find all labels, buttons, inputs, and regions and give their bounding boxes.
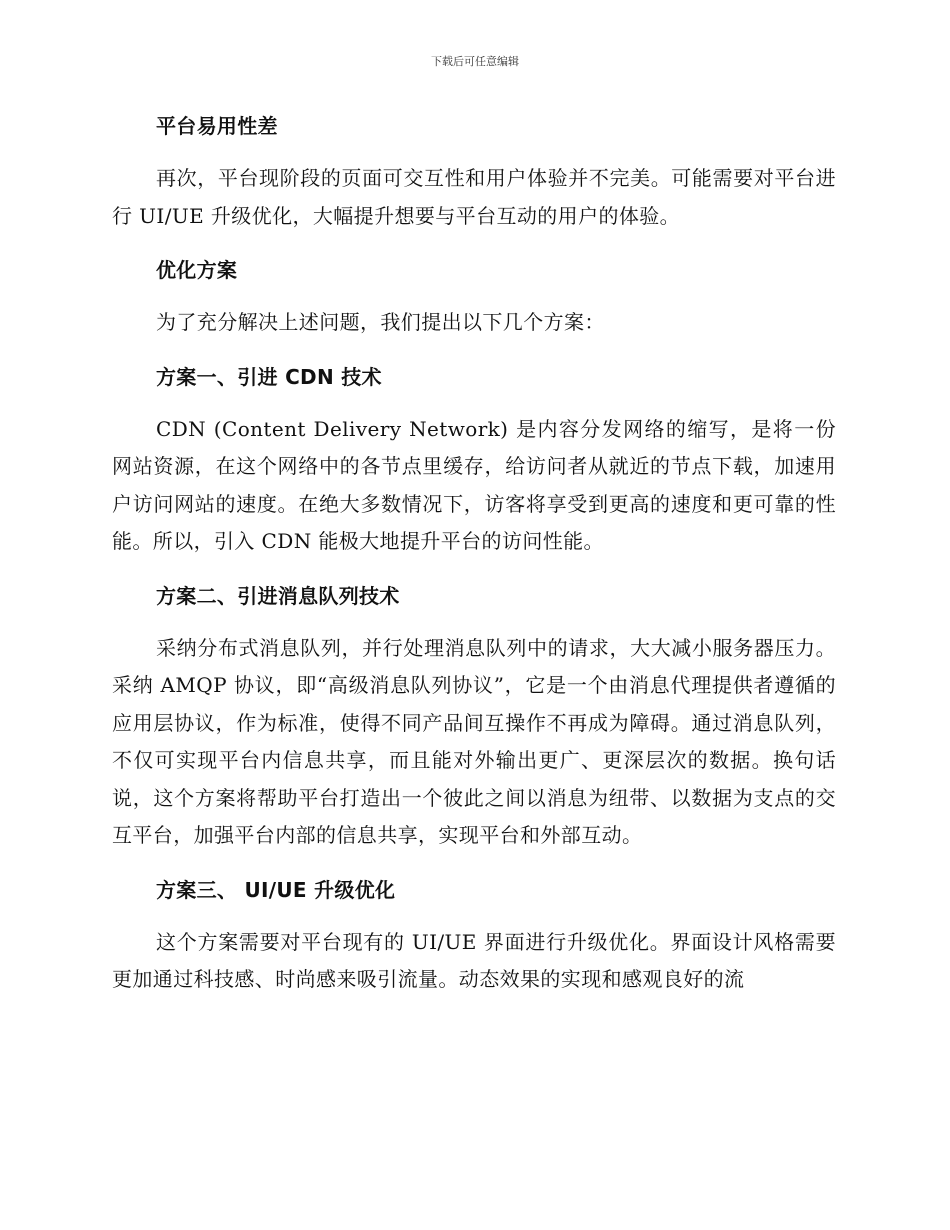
paragraph-plan-three: 这个方案需要对平台现有的 UI/UE 界面进行升级优化。界面设计风格需要更加通过科技感、时尚感来吸引流量。动态效果的实现和感观良好的流 [112, 929, 836, 991]
paragraph-plan-one: CDN (Content Delivery Network) 是内容分发网络的缩写，是将一份网站资源，在这个网络中的各节点里缓存，给访问者从就近的节点下载，加速用户访问网站的速度。在绝大多数情况下，访客将享受到更高的速度和更可靠的性能。所以，引入 CDN 能极大地提升平台的访问性能。 [112, 416, 836, 553]
paragraph-usability: 再次，平台现阶段的页面可交互性和用户体验并不完美。可能需要对平台进行 UI/UE 升级优化，大幅提升想要与平台互动的用户的体验。 [112, 166, 836, 228]
document-body [112, 108, 836, 999]
section-heading-optimization: 优化方案 [156, 258, 238, 282]
page-header: 下载后可任意编辑 [431, 55, 519, 68]
section-heading-plan-two: 方案二、引进消息队列技术 [156, 583, 400, 608]
paragraph-plan-two: 采纳分布式消息队列，并行处理消息队列中的请求，大大减小服务器压力。采纳 AMQP 协议，即“高级消息队列协议”，它是一个由消息代理提供者遵循的应用层协议，作为标准，使得不同产品间互操作不再成为障碍。通过消息队列，不仅可实现平台内信息共享，而且能对外输出更广、更深层次的数据。换句话说，这个方案将帮助平台打造出一个彼此之间以消息为纽带、以数据为支点的交互平台，加强平台内部的信息共享，实现平台和外部互动。 [112, 635, 836, 847]
section-heading-usability: 平台易用性差 [156, 114, 278, 138]
section-heading-plan-one: 方案一、引进 CDN 技术 [156, 364, 382, 389]
section-heading-plan-three: 方案三、 UI/UE 升级优化 [156, 877, 396, 902]
paragraph-optimization-intro: 为了充分解决上述问题，我们提出以下几个方案： [156, 310, 605, 334]
